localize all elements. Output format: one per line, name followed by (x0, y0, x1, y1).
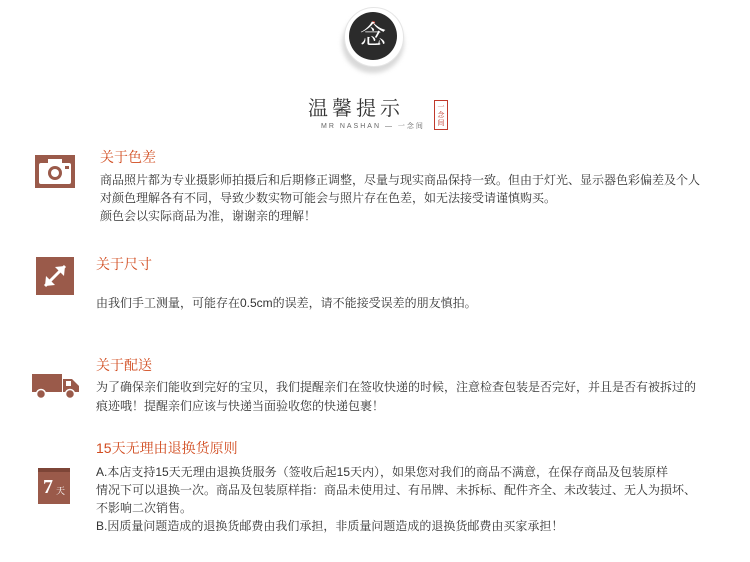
section-title-delivery: 关于配送 (96, 357, 152, 373)
logo-character: 念 (359, 21, 386, 51)
section-text-return-2: 情况下可以退换一次。商品及包装原样指：商品未使用过、有吊牌、未拆标、配件齐全、未改装过、无人为损坏、 (96, 483, 697, 497)
section-title-size: 关于尺寸 (96, 256, 152, 272)
section-text-color-3: 颜色会以实际商品为准，谢谢亲的理解！ (100, 209, 317, 223)
section-text-color-2: 对颜色理解各有不同，导致少数实物可能会与照片存在色差，如无法接受请谨慎购买。 (100, 191, 557, 205)
camera-icon (35, 155, 75, 188)
brand-logo (344, 7, 402, 65)
section-text-return-1: A.本店支持15天无理由退换货服务（签收后起15天内），如果您对我们的商品不满意，在保存商品及包装原样 (96, 465, 669, 479)
section-title-color: 关于色差 (100, 149, 156, 165)
calendar-unit: 天 (56, 487, 66, 497)
section-text-delivery-1: 为了确保亲们能收到完好的宝贝，我们提醒亲们在签收快递的时候，注意检查包装是否完好，并且是否有被拆过的 (96, 380, 697, 394)
logo-inner (349, 12, 397, 60)
calendar-7days-icon (38, 468, 70, 504)
section-text-size-1: 由我们手工测量，可能存在0.5cm的误差，请不能接受误差的朋友慎拍。 (96, 296, 477, 310)
calendar-top-bar (38, 468, 70, 472)
section-text-return-4: B.因质量问题造成的退换货邮费由我们承担，非质量问题造成的退换货邮费由买家承担！ (96, 519, 564, 533)
seal-stamp: 一 念 间 (434, 100, 448, 130)
page-title: 温馨提示 (308, 96, 404, 120)
section-text-return-3: 不影响二次销售。 (96, 501, 193, 515)
calendar-number: 7 (43, 476, 53, 498)
page-subtitle: MR NASHAN — 一念间 (321, 123, 425, 130)
truck-icon (32, 372, 80, 400)
section-text-color-1: 商品照片都为专业摄影师拍摄后和后期修正调整，尽量与现实商品保持一致。但由于灯光、显示器色彩偏差及个人 (100, 173, 701, 187)
resize-arrow-icon (36, 257, 74, 295)
section-text-delivery-2: 痕迹哦！提醒亲们应该与快递当面验收您的快递包裹！ (96, 399, 385, 413)
section-title-return: 15天无理由退换货原则 (96, 440, 238, 456)
